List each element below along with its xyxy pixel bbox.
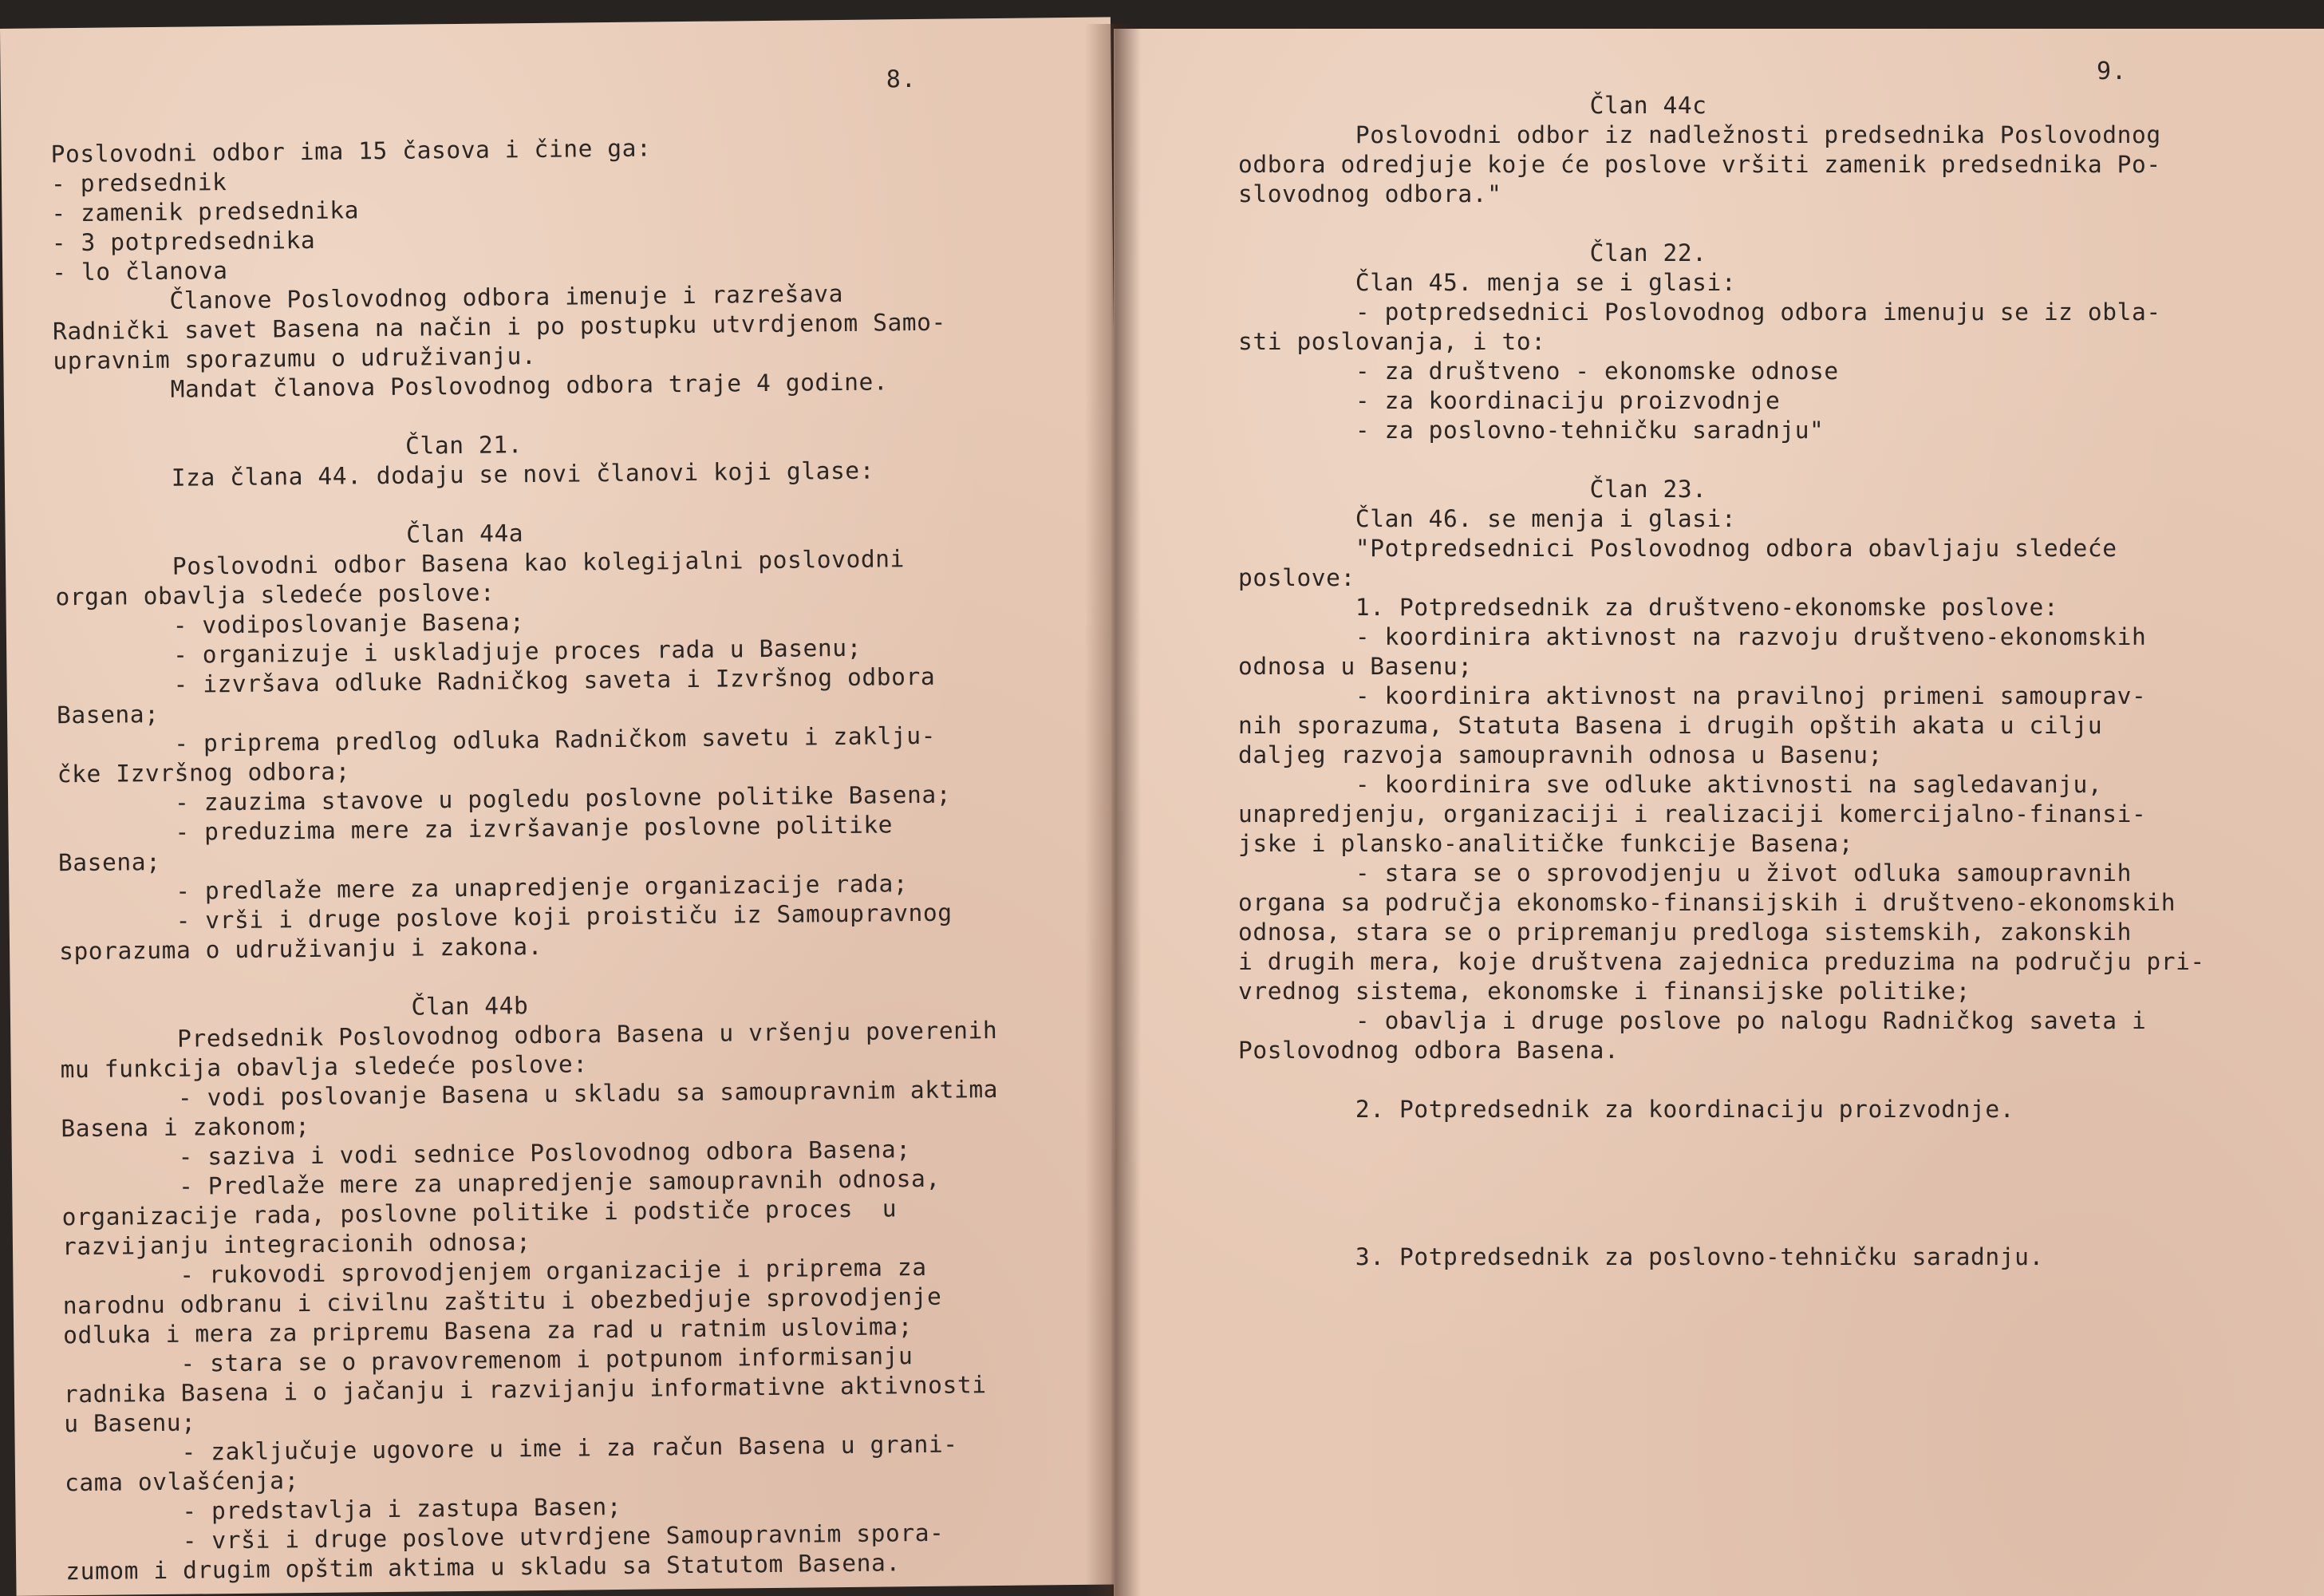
text-line: - predstavlja i zastupa Basen; — [65, 1492, 622, 1527]
text-line: - koordinira aktivnost na pravilnoj primeni samouprav- — [1238, 682, 2147, 709]
text-line: - zauzima stavove u pogledu poslovne politike Basena; — [57, 780, 952, 818]
text-line: sporazuma o udruživanju i zakona. — [58, 932, 543, 966]
text-line: - zamenik predsednika — [51, 196, 360, 227]
text-line: daljeg razvoja samoupravnih odnosa u Basenu; — [1238, 741, 1883, 768]
text-line: i drugih mera, koje društvena zajednica preduzima na području pri- — [1238, 948, 2205, 975]
text-line — [1238, 1183, 2205, 1213]
text-line: Predsednik Poslovodnog odbora Basena u vršenju poverenih — [60, 1016, 998, 1054]
text-line: - preduzima mere za izvršavanje poslovne politike — [57, 811, 894, 847]
text-line: - koordinira aktivnost na razvoju društveno-ekonomskih — [1238, 623, 2147, 650]
text-line: Mandat članova Poslovodnog odbora traje 4 godine. — [53, 368, 889, 405]
text-line: narodnu odbranu i civilnu zaštitu i obezbedjuje sprovodjenje — [62, 1282, 942, 1320]
text-line: Član 44b — [59, 992, 529, 1025]
text-line — [1238, 445, 2205, 475]
text-line: - stara se o pravovremenom i potpunom informisanju — [63, 1342, 913, 1379]
text-line: unapredjenju, organizaciji i realizaciji komercijalno-finansi- — [1238, 800, 2147, 828]
text-line: u Basenu; — [64, 1408, 196, 1438]
text-line: - za društveno - ekonomske odnose — [1238, 358, 1839, 385]
text-line: - izvršava odluke Radničkog saveta i Izvršnog odbora — [56, 662, 936, 700]
text-line: sti poslovanja, i to: — [1238, 328, 1546, 355]
text-line: - organizuje i uskladjuje proces rada u Basenu; — [56, 634, 862, 670]
text-line — [1238, 209, 2205, 239]
text-line: Basena i zakonom; — [61, 1112, 310, 1143]
text-line: radnika Basena i o jačanju i razvijanju informativne aktivnosti — [63, 1371, 987, 1408]
text-line: - vodiposlovanje Basena; — [55, 608, 525, 641]
text-line: Član 45. menja se i glasi: — [1238, 269, 1737, 296]
text-line: Basena; — [57, 847, 161, 877]
text-line: Član 23. — [1238, 476, 1707, 503]
text-line: Poslovodni odbor iz nadležnosti predsednika Poslovodnog — [1238, 121, 2161, 148]
right-page — [1114, 29, 2324, 1596]
text-line: - zaključuje ugovore u ime i za račun Basena u grani- — [64, 1430, 958, 1468]
text-line: Član 22. — [1238, 239, 1707, 267]
text-line: - obavlja i druge poslove po nalogu Radničkog saveta i — [1238, 1007, 2147, 1034]
text-line: nih sporazuma, Statuta Basena i drugih opštih akata u cilju — [1238, 712, 2103, 739]
text-line: "Potpredsednici Poslovodnog odbora obavljaju sledeće — [1238, 535, 2117, 562]
text-line: - lo članova — [52, 257, 228, 286]
text-line: razvijanju integracionih odnosa; — [61, 1228, 531, 1261]
text-line: - predsednik — [50, 168, 227, 198]
text-line — [1238, 1154, 2205, 1183]
text-line: poslove: — [1238, 564, 1355, 591]
text-line: Član 46. se menja i glasi: — [1238, 505, 1737, 532]
text-line: - za poslovno-tehničku saradnju" — [1238, 417, 1825, 444]
text-line: odnosa u Basenu; — [1238, 653, 1473, 680]
text-line: vrednog sistema, ekonomske i finansijske politike; — [1238, 978, 1971, 1005]
page-number-left: 8. — [886, 65, 917, 94]
left-page — [0, 17, 1126, 1595]
text-line: - potpredsednici Poslovodnog odbora imenuju se iz obla- — [1238, 298, 2161, 326]
text-line: - saziva i vodi sednice Poslovodnog odbora Basena; — [61, 1136, 911, 1172]
text-line: - Predlaže mere za unapredjenje samoupravnih odnosa, — [61, 1164, 941, 1202]
text-line: upravnim sporazumu o udruživanju. — [53, 342, 537, 375]
text-line: - rukovodi sprovodjenjem organizacije i priprema za — [62, 1253, 927, 1290]
text-line: Član 44a — [54, 519, 524, 552]
text-line: organa sa područja ekonomsko-finansijskih i društveno-ekonomskih — [1238, 889, 2176, 916]
text-line: Iza člana 44. dodaju se novi članovi koji glase: — [53, 456, 875, 493]
text-line — [1238, 1065, 2205, 1095]
text-line: 2. Potpredsednik za koordinaciju proizvodnje. — [1238, 1096, 2015, 1123]
text-line: Član 44c — [1238, 92, 1707, 119]
book-gutter — [1085, 24, 1141, 1596]
text-line — [1238, 1213, 2205, 1242]
right-page-body — [1238, 91, 2205, 1272]
text-line: 1. Potpredsednik za društveno-ekonomske poslove: — [1238, 594, 2059, 621]
text-line: odluka i mera za pripremu Basena za rad u ratnim uslovima; — [62, 1313, 913, 1349]
text-line: Poslovodni odbor ima 15 časova i čine ga: — [50, 134, 652, 168]
text-line: - vrši i druge poslove koji proističu iz Samoupravnog — [58, 899, 953, 936]
text-line: - vodi poslovanje Basena u skladu sa samoupravnim aktima — [60, 1075, 999, 1113]
text-line: organizacije rada, poslovne politike i podstiče proces u — [61, 1195, 898, 1231]
text-line: Poslovodnog odbora Basena. — [1238, 1037, 1620, 1064]
text-line: jske i plansko-analitičke funkcije Basena; — [1238, 830, 1854, 857]
page-number-right: 9. — [2097, 57, 2128, 85]
text-line: 3. Potpredsednik za poslovno-tehničku saradnju. — [1238, 1243, 2044, 1270]
text-line: Član 21. — [53, 431, 523, 464]
left-page-body — [50, 130, 1003, 1586]
text-line: - 3 potpredsednika — [51, 226, 316, 257]
text-line: - vrši i druge poslove utvrdjene Samoupravnim spora- — [65, 1519, 945, 1556]
text-line: slovodnog odbora." — [1238, 180, 1502, 207]
text-line: - koordinira sve odluke aktivnosti na sagledavanju, — [1238, 771, 2103, 798]
text-line: - priprema predlog odluka Radničkom savetu i zaklju- — [57, 721, 937, 759]
text-line: čke Izvršnog odbora; — [57, 757, 351, 788]
text-line: Basena; — [56, 700, 160, 729]
text-line — [1238, 1124, 2205, 1154]
text-line: mu funkcija obavlja sledeće poslove: — [60, 1050, 588, 1084]
text-line: cama ovlašćenja; — [64, 1467, 300, 1497]
text-line: organ obavlja sledeće poslove: — [55, 579, 495, 611]
text-line: Poslovodni odbor Basena kao kolegijalni poslovodni — [54, 545, 906, 582]
text-line: Članove Poslovodnog odbora imenuje i razrešava — [52, 279, 844, 316]
text-line: odbora odredjuje koje će poslove vršiti zamenik predsednika Po- — [1238, 151, 2161, 178]
text-line: - stara se o sprovodjenju u život odluka samoupravnih — [1238, 859, 2132, 887]
text-line: zumom i drugim opštim aktima u skladu sa Statutom Basena. — [65, 1549, 901, 1586]
text-line: - za koordinaciju proizvodnje — [1238, 387, 1781, 414]
text-line: - predlaže mere za unapredjenje organizacije rada; — [58, 870, 909, 907]
text-line: odnosa, stara se o pripremanju predloga sistemskih, zakonskih — [1238, 918, 2132, 946]
text-line: Radnički savet Basena na način i po postupku utvrdjenom Samo- — [52, 308, 947, 346]
